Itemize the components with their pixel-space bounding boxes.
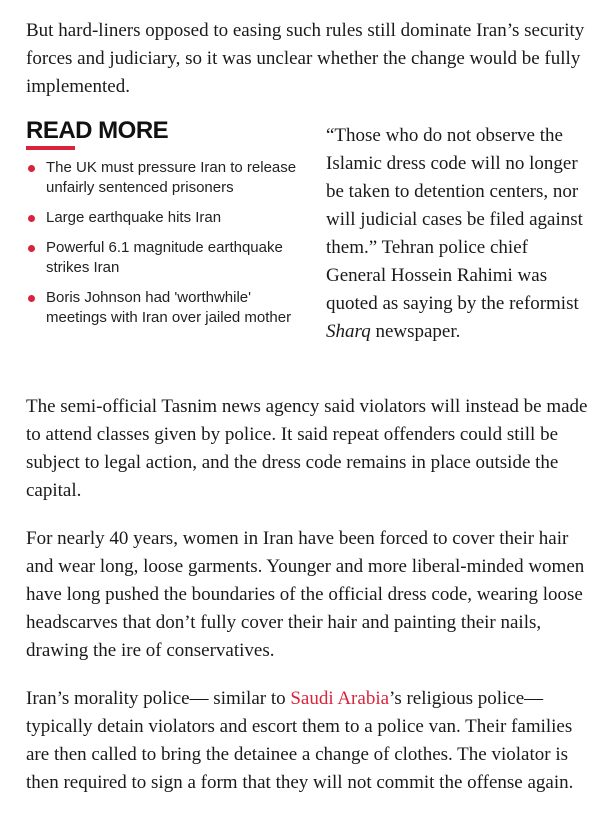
paragraph-morality-police (26, 685, 596, 797)
read-more-item[interactable] (26, 288, 311, 328)
paragraph-text: ’s religious police—typically detain violators and escort them to a police van. Their families are then called to bring the detainee a change of clothes. The violator is then required to sign a form that they will not commit the offense again. (26, 688, 574, 793)
read-more-underline (26, 146, 75, 150)
paragraph-hardliners: But hard-liners opposed to easing such rules still dominate Iran’s security forces and judiciary, so it was unclear whether the change would be fully implemented. (26, 20, 585, 97)
bullet-icon (28, 165, 35, 172)
read-more-list (26, 158, 311, 328)
bullet-icon (28, 245, 35, 252)
quote-text: “Those who do not observe the Islamic dress code will no longer be taken to detention centers, nor will judicial cases be filed against them.” Tehran police chief General Hossein Rahimi was quoted as saying by the reformist (326, 125, 583, 314)
quote-suffix: newspaper. (370, 321, 461, 342)
read-more-item[interactable] (26, 238, 311, 278)
read-more-item-label[interactable]: Large earthquake hits Iran (46, 209, 222, 226)
read-more-box (26, 117, 311, 338)
read-more-item-label[interactable]: The UK must pressure Iran to release unfairly sentenced prisoners (46, 159, 297, 196)
read-more-item-label[interactable]: Powerful 6.1 magnitude earthquake strikes Iran (46, 239, 283, 276)
read-more-item[interactable] (26, 158, 311, 198)
paragraph-tasnim: The semi-official Tasnim news agency said violators will instead be made to attend classes given by police. It said repeat offenders could still be subject to legal action, and the dress code remains in place outside the capital. (26, 396, 588, 501)
pull-quote (326, 122, 588, 346)
paragraph-history: For nearly 40 years, women in Iran have been forced to cover their hair and wear long, loose garments. Younger and more liberal-minded women have long pushed the boundaries of the official dress code, wearing loose headscarves that don’t fully cover their hair and painting their nails, drawing the ire of conservatives. (26, 528, 585, 661)
read-more-title (26, 117, 311, 145)
read-more-item-label[interactable]: Boris Johnson had 'worthwhile' meetings with Iran over jailed mother (46, 289, 292, 326)
bullet-icon (28, 215, 35, 222)
read-more-title-rest: MORE (92, 117, 169, 144)
read-more-item[interactable] (26, 208, 311, 228)
read-more-title-first: READ (26, 117, 93, 144)
bullet-icon (28, 295, 35, 302)
quote-publication: Sharq (326, 321, 371, 342)
paragraph-text: Iran’s morality police— similar to (26, 688, 291, 709)
saudi-arabia-link[interactable]: Saudi Arabia (290, 688, 390, 709)
